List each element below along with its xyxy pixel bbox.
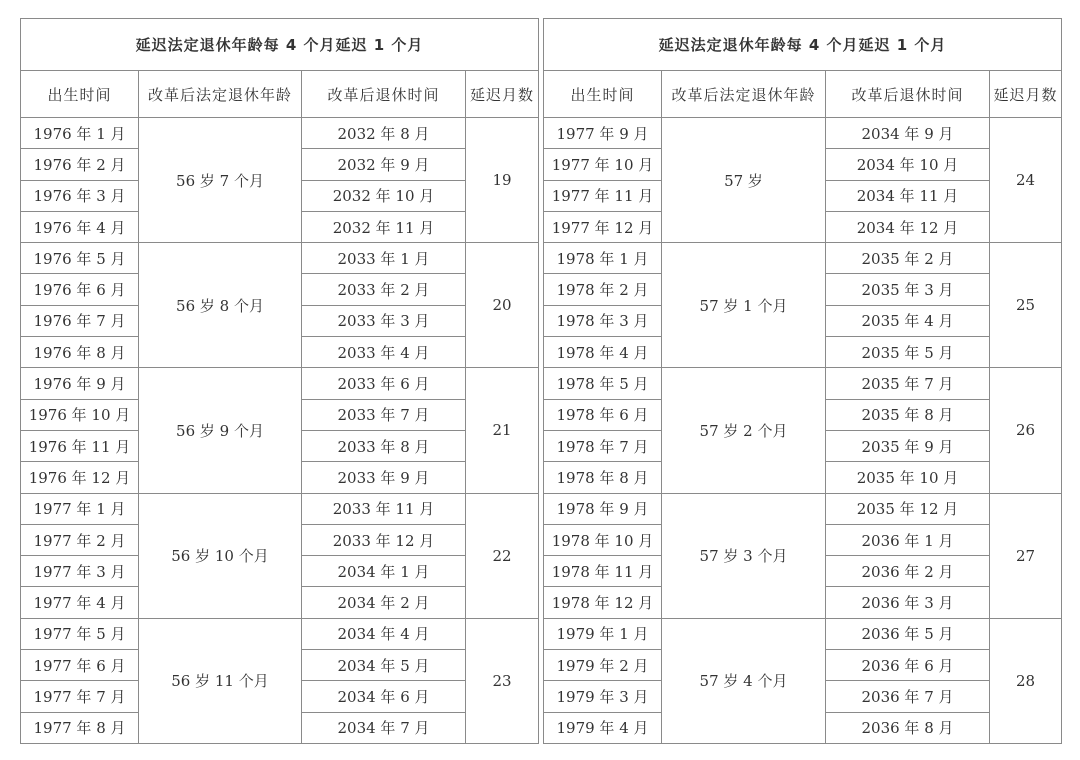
- retirement-age-cell: 57 岁: [662, 118, 826, 243]
- birth-time-cell: 1977 年 5 月: [21, 618, 139, 649]
- birth-time-cell: 1977 年 9 月: [544, 118, 662, 149]
- retirement-age-cell: 57 岁 2 个月: [662, 368, 826, 493]
- birth-time-cell: 1979 年 1 月: [544, 618, 662, 649]
- retirement-time-cell: 2033 年 1 月: [302, 243, 466, 274]
- retirement-time-cell: 2034 年 2 月: [302, 587, 466, 618]
- retirement-time-cell: 2033 年 4 月: [302, 337, 466, 368]
- retirement-time-cell: 2036 年 7 月: [826, 681, 990, 712]
- table-title: 延迟法定退休年龄每 4 个月延迟 1 个月: [21, 19, 539, 71]
- header-retirement-time: 改革后退休时间: [302, 71, 466, 118]
- table-row: [21, 118, 539, 149]
- retirement-time-cell: 2032 年 9 月: [302, 149, 466, 180]
- header-retirement-age: 改革后法定退休年龄: [139, 71, 302, 118]
- table-row: [21, 368, 539, 399]
- table-row: [544, 618, 1062, 649]
- retirement-time-cell: 2036 年 2 月: [826, 556, 990, 587]
- birth-time-cell: 1978 年 5 月: [544, 368, 662, 399]
- retirement-time-cell: 2036 年 1 月: [826, 524, 990, 555]
- retirement-time-cell: 2033 年 2 月: [302, 274, 466, 305]
- retirement-time-cell: 2034 年 1 月: [302, 556, 466, 587]
- retirement-time-cell: 2034 年 5 月: [302, 650, 466, 681]
- table-row: [544, 243, 1062, 274]
- delay-months-cell: 28: [990, 618, 1062, 743]
- table-row: [21, 493, 539, 524]
- retirement-time-cell: 2036 年 6 月: [826, 650, 990, 681]
- birth-time-cell: 1976 年 9 月: [21, 368, 139, 399]
- birth-time-cell: 1978 年 12 月: [544, 587, 662, 618]
- retirement-time-cell: 2035 年 4 月: [826, 305, 990, 336]
- retirement-age-cell: 57 岁 4 个月: [662, 618, 826, 743]
- birth-time-cell: 1977 年 10 月: [544, 149, 662, 180]
- retirement-time-cell: 2034 年 12 月: [826, 211, 990, 242]
- birth-time-cell: 1977 年 8 月: [21, 712, 139, 743]
- header-retirement-age: 改革后法定退休年龄: [662, 71, 826, 118]
- retirement-table-left: [20, 18, 539, 744]
- delay-months-cell: 24: [990, 118, 1062, 243]
- birth-time-cell: 1978 年 6 月: [544, 399, 662, 430]
- header-delay-months: 延迟月数: [990, 71, 1062, 118]
- retirement-time-cell: 2035 年 9 月: [826, 430, 990, 461]
- retirement-time-cell: 2036 年 5 月: [826, 618, 990, 649]
- birth-time-cell: 1976 年 7 月: [21, 305, 139, 336]
- retirement-age-cell: 56 岁 10 个月: [139, 493, 302, 618]
- table-row: [21, 243, 539, 274]
- retirement-time-cell: 2034 年 7 月: [302, 712, 466, 743]
- retirement-time-cell: 2034 年 9 月: [826, 118, 990, 149]
- birth-time-cell: 1977 年 12 月: [544, 211, 662, 242]
- delay-months-cell: 21: [466, 368, 539, 493]
- retirement-age-cell: 57 岁 1 个月: [662, 243, 826, 368]
- birth-time-cell: 1977 年 2 月: [21, 524, 139, 555]
- retirement-time-cell: 2035 年 5 月: [826, 337, 990, 368]
- delay-months-cell: 23: [466, 618, 539, 743]
- birth-time-cell: 1976 年 10 月: [21, 399, 139, 430]
- retirement-time-cell: 2033 年 12 月: [302, 524, 466, 555]
- birth-time-cell: 1977 年 6 月: [21, 650, 139, 681]
- retirement-time-cell: 2035 年 2 月: [826, 243, 990, 274]
- birth-time-cell: 1977 年 1 月: [21, 493, 139, 524]
- header-delay-months: 延迟月数: [466, 71, 539, 118]
- retirement-time-cell: 2033 年 11 月: [302, 493, 466, 524]
- birth-time-cell: 1976 年 5 月: [21, 243, 139, 274]
- retirement-time-cell: 2035 年 3 月: [826, 274, 990, 305]
- retirement-age-cell: 56 岁 9 个月: [139, 368, 302, 493]
- birth-time-cell: 1978 年 11 月: [544, 556, 662, 587]
- retirement-time-cell: 2035 年 10 月: [826, 462, 990, 493]
- retirement-time-cell: 2034 年 6 月: [302, 681, 466, 712]
- retirement-time-cell: 2035 年 8 月: [826, 399, 990, 430]
- birth-time-cell: 1976 年 8 月: [21, 337, 139, 368]
- retirement-time-cell: 2032 年 11 月: [302, 211, 466, 242]
- table-body: [21, 19, 539, 744]
- birth-time-cell: 1978 年 10 月: [544, 524, 662, 555]
- birth-time-cell: 1978 年 7 月: [544, 430, 662, 461]
- birth-time-cell: 1979 年 4 月: [544, 712, 662, 743]
- retirement-age-cell: 56 岁 11 个月: [139, 618, 302, 743]
- birth-time-cell: 1976 年 1 月: [21, 118, 139, 149]
- birth-time-cell: 1977 年 7 月: [21, 681, 139, 712]
- birth-time-cell: 1979 年 3 月: [544, 681, 662, 712]
- table-title: 延迟法定退休年龄每 4 个月延迟 1 个月: [544, 19, 1062, 71]
- table-row: [544, 118, 1062, 149]
- birth-time-cell: 1978 年 8 月: [544, 462, 662, 493]
- birth-time-cell: 1978 年 2 月: [544, 274, 662, 305]
- delay-months-cell: 22: [466, 493, 539, 618]
- retirement-time-cell: 2035 年 12 月: [826, 493, 990, 524]
- retirement-time-cell: 2032 年 8 月: [302, 118, 466, 149]
- birth-time-cell: 1978 年 4 月: [544, 337, 662, 368]
- retirement-time-cell: 2033 年 9 月: [302, 462, 466, 493]
- birth-time-cell: 1977 年 3 月: [21, 556, 139, 587]
- delay-months-cell: 25: [990, 243, 1062, 368]
- birth-time-cell: 1979 年 2 月: [544, 650, 662, 681]
- birth-time-cell: 1978 年 9 月: [544, 493, 662, 524]
- birth-time-cell: 1976 年 11 月: [21, 430, 139, 461]
- header-birth-time: 出生时间: [544, 71, 662, 118]
- birth-time-cell: 1978 年 1 月: [544, 243, 662, 274]
- title-row: [544, 19, 1062, 71]
- delay-months-cell: 27: [990, 493, 1062, 618]
- birth-time-cell: 1976 年 12 月: [21, 462, 139, 493]
- retirement-time-cell: 2034 年 10 月: [826, 149, 990, 180]
- retirement-time-cell: 2033 年 3 月: [302, 305, 466, 336]
- retirement-time-cell: 2033 年 6 月: [302, 368, 466, 399]
- birth-time-cell: 1976 年 6 月: [21, 274, 139, 305]
- retirement-age-cell: 57 岁 3 个月: [662, 493, 826, 618]
- delay-months-cell: 19: [466, 118, 539, 243]
- delay-months-cell: 26: [990, 368, 1062, 493]
- birth-time-cell: 1976 年 4 月: [21, 211, 139, 242]
- retirement-time-cell: 2034 年 4 月: [302, 618, 466, 649]
- header-row: [21, 71, 539, 118]
- birth-time-cell: 1978 年 3 月: [544, 305, 662, 336]
- birth-time-cell: 1976 年 2 月: [21, 149, 139, 180]
- header-retirement-time: 改革后退休时间: [826, 71, 990, 118]
- retirement-age-cell: 56 岁 8 个月: [139, 243, 302, 368]
- retirement-time-cell: 2035 年 7 月: [826, 368, 990, 399]
- retirement-age-cell: 56 岁 7 个月: [139, 118, 302, 243]
- retirement-time-cell: 2036 年 3 月: [826, 587, 990, 618]
- birth-time-cell: 1977 年 11 月: [544, 180, 662, 211]
- birth-time-cell: 1977 年 4 月: [21, 587, 139, 618]
- retirement-time-cell: 2032 年 10 月: [302, 180, 466, 211]
- table-row: [21, 618, 539, 649]
- header-row: [544, 71, 1062, 118]
- table-row: [544, 368, 1062, 399]
- title-row: [21, 19, 539, 71]
- retirement-time-cell: 2033 年 8 月: [302, 430, 466, 461]
- retirement-table-right: [543, 18, 1062, 744]
- retirement-time-cell: 2034 年 11 月: [826, 180, 990, 211]
- table-body: [544, 19, 1062, 744]
- retirement-time-cell: 2033 年 7 月: [302, 399, 466, 430]
- table-row: [544, 493, 1062, 524]
- header-birth-time: 出生时间: [21, 71, 139, 118]
- retirement-time-cell: 2036 年 8 月: [826, 712, 990, 743]
- delay-months-cell: 20: [466, 243, 539, 368]
- birth-time-cell: 1976 年 3 月: [21, 180, 139, 211]
